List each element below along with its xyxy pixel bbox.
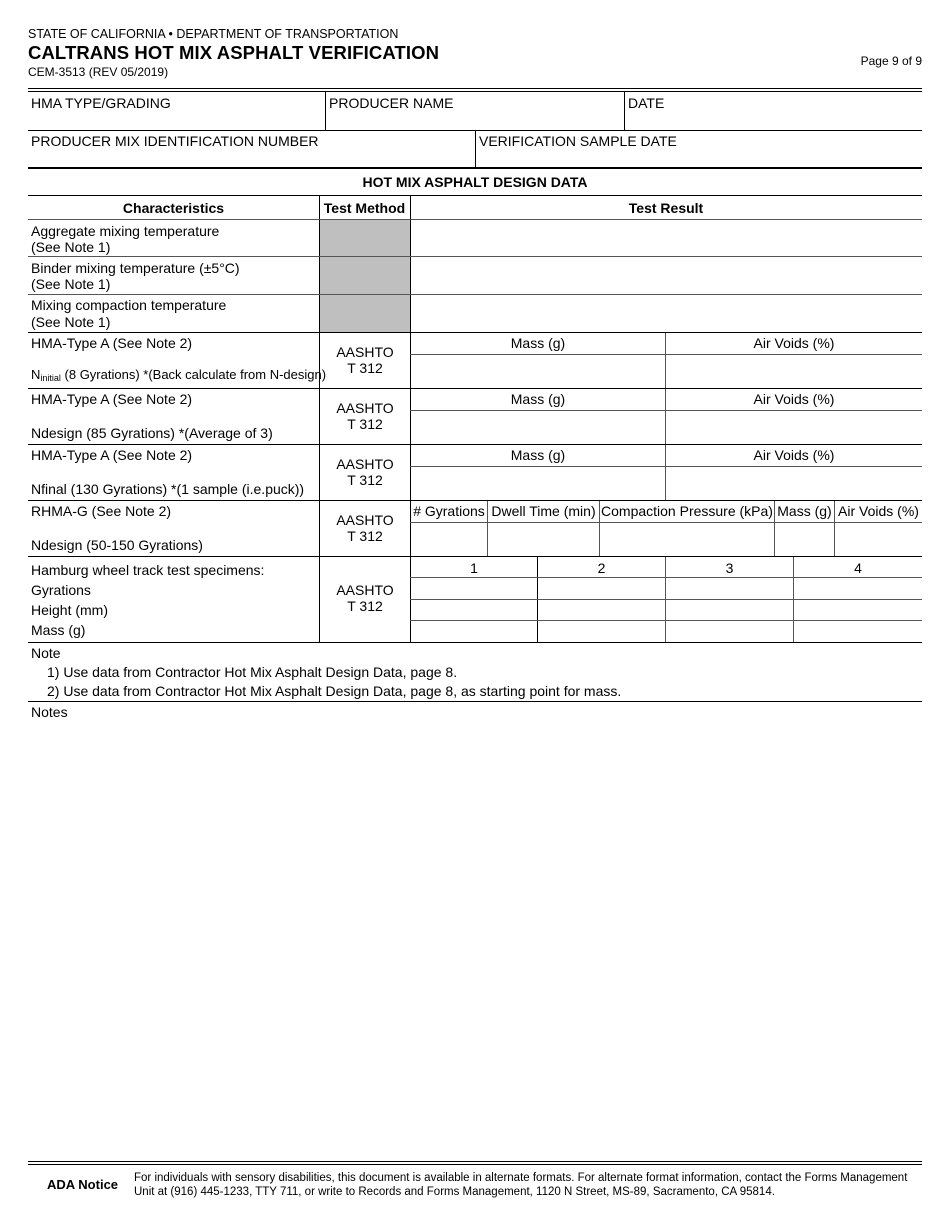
ndesign-method-1: AASHTO — [336, 400, 394, 416]
producer-name-input[interactable] — [328, 111, 622, 129]
row-rule — [28, 219, 922, 220]
top-rule-2 — [28, 91, 922, 92]
specimen-3-header: 3 — [725, 560, 734, 576]
form-number: CEM-3513 (REV 05/2019) — [28, 65, 169, 79]
ndesign-label: Ndesign (85 Gyrations) *(Average of 3) — [31, 425, 273, 441]
notes-label: Notes — [31, 704, 68, 720]
specimen-1-height-input[interactable] — [412, 601, 535, 619]
col-test-result: Test Result — [628, 200, 704, 216]
top-rule — [28, 88, 922, 89]
col-divider — [774, 501, 775, 556]
shaded-cell — [320, 220, 410, 256]
binder-temp-note: (See Note 1) — [31, 276, 111, 292]
nfinal-mass-header: Mass (g) — [510, 447, 566, 463]
shaded-cell — [320, 295, 410, 332]
divider — [624, 92, 625, 130]
specimen-4-mass-input[interactable] — [795, 622, 920, 641]
ndesign-mass-input[interactable] — [413, 413, 662, 441]
hamburg-method-1: AASHTO — [336, 582, 394, 598]
section-title: HOT MIX ASPHALT DESIGN DATA — [362, 174, 588, 190]
producer-mix-id-input[interactable] — [30, 149, 472, 166]
rhma-ndesign-label: Ndesign (50-150 Gyrations) — [31, 537, 203, 553]
specimen-3-height-input[interactable] — [667, 601, 791, 619]
binder-temp-result-input[interactable] — [413, 259, 918, 292]
rhma-pressure-header: Compaction Pressure (kPa) — [601, 503, 773, 519]
nfinal-type-label: HMA-Type A (See Note 2) — [31, 447, 193, 463]
rhma-method-2: T 312 — [347, 528, 383, 544]
col-characteristics: Characteristics — [122, 200, 225, 216]
nfinal-airvoids-header: Air Voids (%) — [753, 447, 835, 463]
ninitial-mass-input[interactable] — [413, 357, 662, 385]
ndesign-type-label: HMA-Type A (See Note 2) — [31, 391, 193, 407]
footer-rule — [28, 1161, 922, 1162]
rhma-mass-header: Mass (g) — [777, 503, 832, 519]
rhma-type-label: RHMA-G (See Note 2) — [31, 503, 172, 519]
row-rule — [410, 466, 922, 467]
table-bottom-rule — [28, 642, 922, 643]
ndesign-airvoids-header: Air Voids (%) — [753, 391, 835, 407]
row-rule — [28, 294, 922, 295]
row-rule — [28, 388, 922, 389]
row-rule — [28, 500, 922, 501]
specimen-4-height-input[interactable] — [795, 601, 920, 619]
row-rule — [28, 556, 922, 557]
producer-name-label: PRODUCER NAME — [329, 95, 454, 111]
date-label: DATE — [628, 95, 665, 111]
nfinal-airvoids-input[interactable] — [668, 469, 918, 497]
col-divider — [665, 333, 666, 388]
ndesign-method-2: T 312 — [347, 416, 383, 432]
producer-mix-id-label: PRODUCER MIX IDENTIFICATION NUMBER — [31, 133, 319, 149]
ndesign-airvoids-input[interactable] — [668, 413, 918, 441]
row-rule — [410, 620, 922, 621]
ninitial-method-1: AASHTO — [336, 344, 394, 360]
ndesign-mass-header: Mass (g) — [510, 391, 566, 407]
specimen-4-header: 4 — [854, 560, 862, 576]
rhma-dwell-header: Dwell Time (min) — [491, 503, 596, 519]
nfinal-mass-input[interactable] — [413, 469, 662, 497]
table-top-rule — [28, 195, 922, 196]
hamburg-mass-label: Mass (g) — [31, 622, 86, 638]
footer-rule-2 — [28, 1164, 922, 1165]
row-rule — [28, 256, 922, 257]
date-input[interactable] — [627, 111, 920, 129]
col-divider — [665, 389, 666, 444]
ninitial-type-label: HMA-Type A (See Note 2) — [31, 335, 193, 351]
verification-sample-date-input[interactable] — [478, 149, 920, 166]
verification-sample-date-label: VERIFICATION SAMPLE DATE — [479, 133, 677, 149]
row-rule — [410, 577, 922, 578]
compaction-temp-note: (See Note 1) — [31, 314, 111, 330]
nfinal-method-1: AASHTO — [336, 456, 394, 472]
rhma-method-1: AASHTO — [336, 512, 394, 528]
agg-temp-result-input[interactable] — [413, 222, 918, 254]
specimen-2-header: 2 — [597, 560, 606, 576]
agg-temp-label: Aggregate mixing temperature — [31, 223, 220, 239]
hamburg-gyrations-label: Gyrations — [31, 582, 91, 598]
hamburg-method-2: T 312 — [347, 598, 383, 614]
col-test-method: Test Method — [323, 200, 406, 216]
compaction-temp-label: Mixing compaction temperature — [31, 297, 227, 313]
specimen-3-mass-input[interactable] — [667, 622, 791, 641]
row-rule — [410, 354, 922, 355]
agg-temp-note: (See Note 1) — [31, 239, 111, 255]
hamburg-label: Hamburg wheel track test specimens: — [31, 562, 265, 578]
form-title: CALTRANS HOT MIX ASPHALT VERIFICATION — [28, 42, 440, 63]
notes-textarea[interactable] — [30, 722, 920, 1152]
row-rule — [28, 444, 922, 445]
rhma-dwell-input[interactable] — [489, 525, 597, 553]
specimen-1-mass-input[interactable] — [412, 622, 535, 641]
col-divider — [665, 445, 666, 500]
rhma-airvoids-input[interactable] — [836, 525, 920, 553]
specimen-2-gyrations-input[interactable] — [539, 579, 663, 598]
ninitial-airvoids-header: Air Voids (%) — [753, 335, 835, 351]
shaded-cell — [320, 257, 410, 294]
specimen-2-height-input[interactable] — [539, 601, 663, 619]
hamburg-height-label: Height (mm) — [31, 602, 109, 618]
nfinal-label: Nfinal (130 Gyrations) *(1 sample (i.e.puck)) — [31, 481, 305, 497]
divider — [325, 92, 326, 130]
row-rule — [410, 410, 922, 411]
ninitial-method-2: T 312 — [347, 360, 383, 376]
row-rule — [28, 332, 922, 333]
specimen-3-gyrations-input[interactable] — [667, 579, 791, 598]
col-divider — [834, 501, 835, 556]
rhma-mass-input[interactable] — [776, 525, 832, 553]
nfinal-method-2: T 312 — [347, 472, 383, 488]
page-number: Page 9 of 9 — [860, 54, 922, 68]
hma-type-input[interactable] — [30, 111, 323, 129]
note-title: Note — [31, 645, 61, 661]
note-1: 1) Use data from Contractor Hot Mix Asphalt Design Data, page 8. — [47, 664, 458, 680]
notes-rule — [28, 701, 922, 702]
specimen-2-mass-input[interactable] — [539, 622, 663, 641]
hma-type-label: HMA TYPE/GRADING — [31, 95, 171, 111]
col-divider — [487, 501, 488, 556]
ada-notice-label: ADA Notice — [47, 1177, 119, 1192]
compaction-temp-result-input[interactable] — [413, 297, 918, 330]
row-rule — [410, 522, 922, 523]
specimen-4-gyrations-input[interactable] — [795, 579, 920, 598]
ada-notice-text: For individuals with sensory disabilities, this document is available in alternate formats. For alternate format information, contact the Forms Management Unit at (916) 445-1233, TTY 711, or write to Records and Forms Management, 1120 N Street, MS-89, Sacramento, CA 95814. — [134, 1172, 908, 1198]
note-2: 2) Use data from Contractor Hot Mix Asphalt Design Data, page 8, as starting point for mass. — [47, 683, 622, 699]
rhma-gyrations-input[interactable] — [412, 525, 485, 553]
ninitial-airvoids-input[interactable] — [668, 357, 918, 385]
binder-temp-label: Binder mixing temperature (±5°C) — [31, 260, 240, 276]
agency-name: STATE OF CALIFORNIA • DEPARTMENT OF TRANSPORTATION — [28, 27, 399, 41]
rhma-pressure-input[interactable] — [601, 525, 772, 553]
row-rule — [410, 599, 922, 600]
divider — [475, 131, 476, 167]
specimen-1-gyrations-input[interactable] — [412, 579, 535, 598]
ninitial-mass-header: Mass (g) — [510, 335, 566, 351]
section-rule — [28, 167, 922, 169]
col-divider — [599, 501, 600, 556]
ninitial-label: $N_{initial}$ (8 Gyrations) *(Back calculate from N-design) — [31, 367, 327, 383]
rhma-gyrations-header: # Gyrations — [413, 503, 485, 519]
specimen-1-header: 1 — [470, 560, 478, 576]
rhma-airvoids-header: Air Voids (%) — [838, 503, 919, 519]
